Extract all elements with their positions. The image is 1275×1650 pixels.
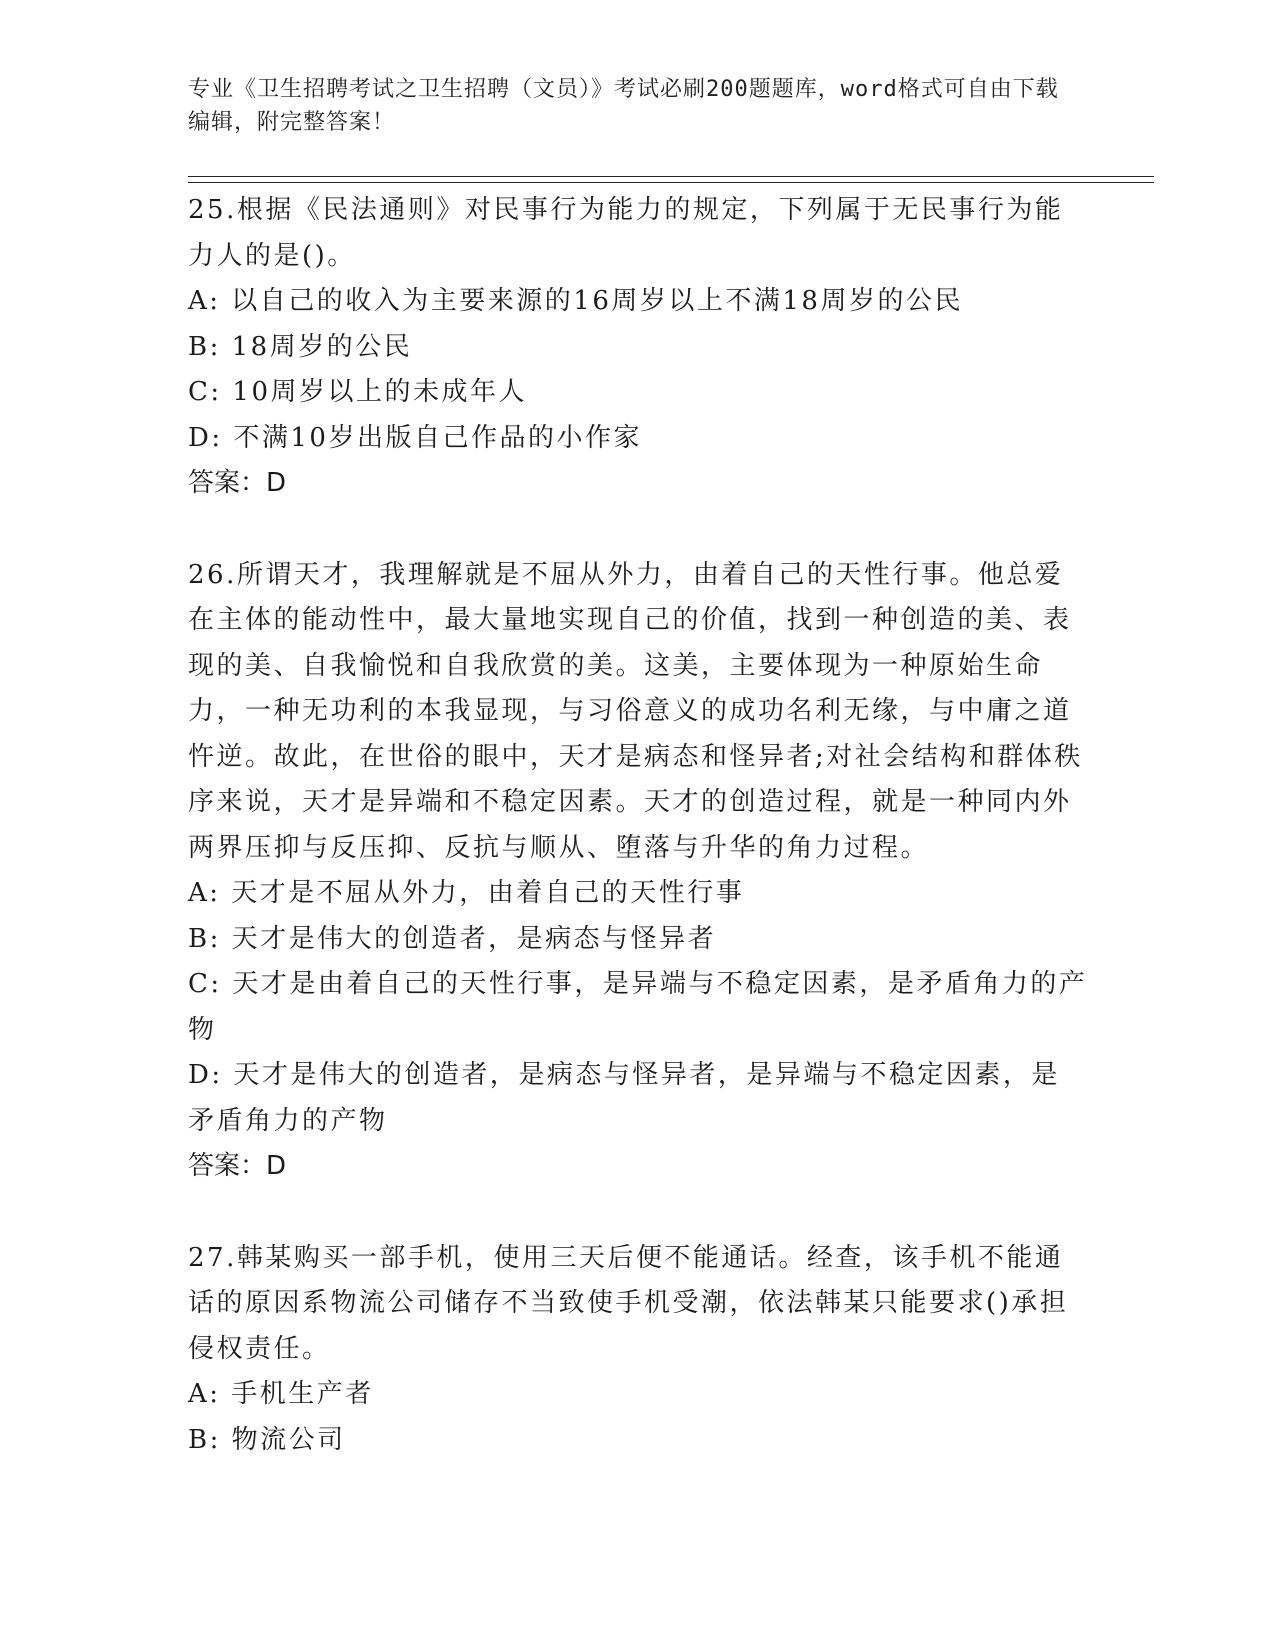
question-25: [188, 188, 1088, 507]
option-b: B: 18周岁的公民: [188, 331, 413, 362]
answer: 答案：D: [188, 468, 287, 498]
question-list: [188, 188, 1088, 1509]
question-stem: 27.韩某购买一部手机，使用三天后便不能通话。经查，该手机不能通话的原因系物流公司储存不当致使手机受潮，依法韩某只能要求()承担侵权责任。: [188, 1242, 1069, 1364]
question-stem: 26.所谓天才，我理解就是不屈从外力，由着自己的天性行事。他总爱在主体的能动性中，最大量地实现自己的价值，找到一种创造的美、表现的美、自我愉悦和自我欣赏的美。这美，主要体现为一种原始生命力，一种无功利的本我显现，与习俗意义的成功名利无缘，与中庸之道忤逆。故此，在世俗的眼中，天才是病态和怪异者;对社会结构和群体秩序来说，天才是异端和不稳定因素。天才的创造过程，就是一种同内外两界压抑与反压抑、反抗与顺从、堕落与升华的角力过程。: [188, 559, 1083, 863]
document-header: 专业《卫生招聘考试之卫生招聘（文员）》考试必刷200题题库，word格式可自由下载编辑，附完整答案！: [188, 77, 1059, 135]
option-a: A: 天才是不屈从外力，由着自己的天性行事: [188, 878, 745, 908]
option-b: B: 天才是伟大的创造者，是病态与怪异者: [188, 923, 717, 954]
option-a: A: 以自己的收入为主要来源的16周岁以上不满18周岁的公民: [188, 286, 963, 316]
option-a: A: 手机生产者: [188, 1379, 374, 1409]
question-26: [188, 553, 1088, 1190]
header-rule-top: [188, 176, 1154, 177]
question-27: [188, 1236, 1088, 1464]
question-stem: 25.根据《民法通则》对民事行为能力的规定，下列属于无民事行为能力人的是()。: [188, 195, 1064, 271]
option-c: C: 10周岁以上的未成年人: [188, 377, 528, 407]
option-b: B: 物流公司: [188, 1424, 346, 1455]
answer: 答案：D: [188, 1151, 287, 1181]
option-c: C: 天才是由着自己的天性行事，是异端与不稳定因素，是矛盾角力的产物: [188, 969, 1088, 1045]
option-d: D: 天才是伟大的创造者，是病态与怪异者，是异端与不稳定因素，是矛盾角力的产物: [188, 1060, 1060, 1136]
option-d: D: 不满10岁出版自己作品的小作家: [188, 422, 642, 453]
header-rule-bottom: [188, 182, 1154, 183]
